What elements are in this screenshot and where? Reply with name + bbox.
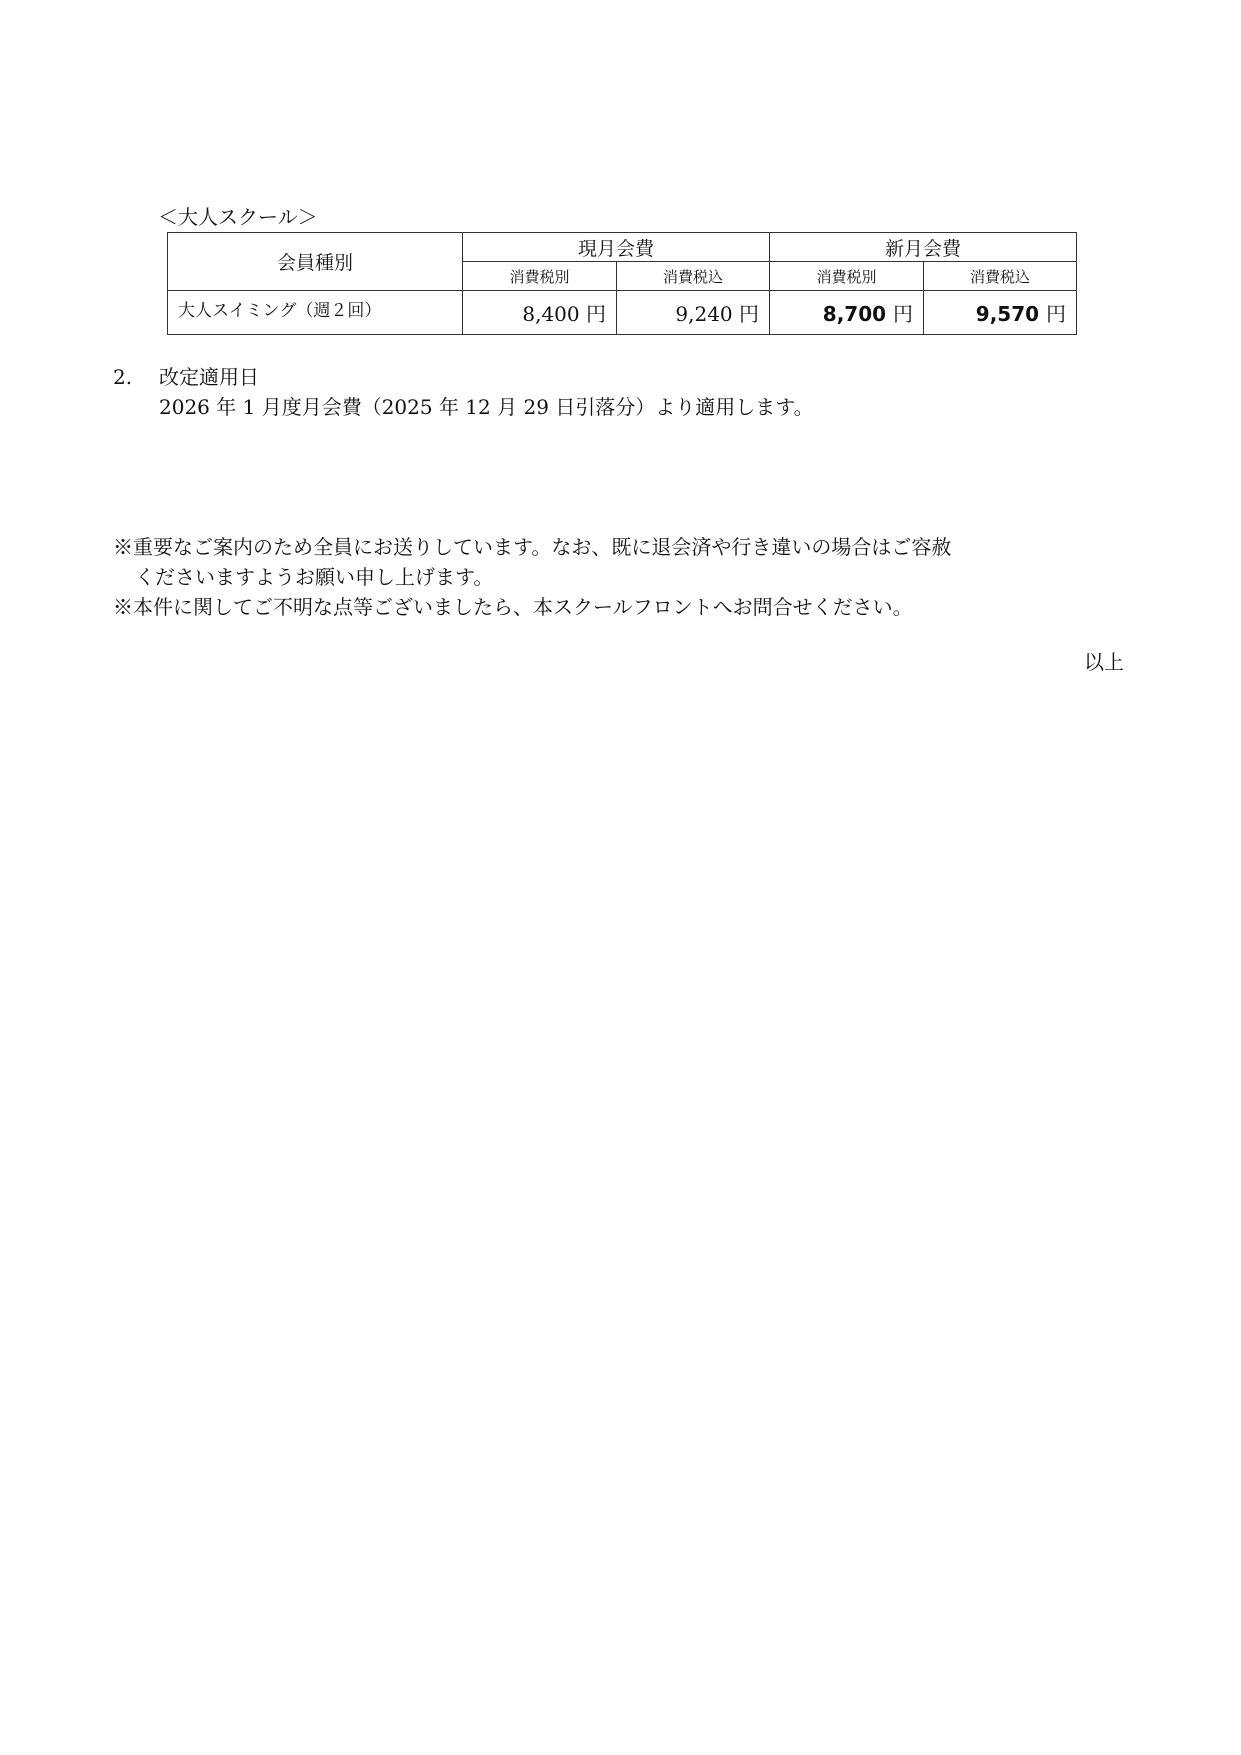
- header-member-type: 会員種別: [168, 233, 463, 291]
- new-ex-tax-cell: [770, 291, 924, 335]
- fee-table: [167, 232, 1077, 335]
- subheader-new-in-tax: 消費税込: [924, 262, 1077, 291]
- note-line-2: くださいますようお願い申し上げます。: [135, 565, 494, 589]
- note-line-1: ※重要なご案内のため全員にお送りしています。なお、既に退会済や行き違いの場合はご容赦: [113, 535, 952, 559]
- subheader-current-ex-tax: 消費税別: [463, 262, 617, 291]
- current-ex-tax-value: 8,400: [522, 302, 580, 326]
- note-line-3: ※本件に関してご不明な点等ございましたら、本スクールフロントへお問合せください。: [113, 595, 913, 619]
- subheader-new-ex-tax: 消費税別: [770, 262, 924, 291]
- current-in-tax-value: 9,240: [675, 302, 733, 326]
- section2-number: 2.: [113, 365, 133, 389]
- subheader-current-in-tax: 消費税込: [617, 262, 770, 291]
- yen-unit: 円: [1046, 302, 1067, 326]
- header-current-fee: 現月会費: [463, 233, 770, 262]
- header-new-fee: 新月会費: [770, 233, 1077, 262]
- yen-unit: 円: [586, 302, 606, 326]
- section2-body: 2026 年 1 月度月会費（2025 年 12 月 29 日引落分）より適用します。: [159, 395, 814, 419]
- current-in-tax-cell: [617, 291, 770, 335]
- row-label: 大人スイミング（週２回）: [168, 291, 463, 335]
- new-ex-tax-value: 8,700: [822, 302, 887, 326]
- section-heading: ＜大人スクール＞: [158, 205, 318, 229]
- new-in-tax-cell: [924, 291, 1077, 335]
- new-in-tax-value: 9,570: [975, 302, 1040, 326]
- table-row: [168, 291, 1077, 335]
- closing-mark: 以上: [1084, 650, 1124, 674]
- current-ex-tax-cell: [463, 291, 617, 335]
- yen-unit: 円: [739, 302, 760, 326]
- yen-unit: 円: [893, 302, 914, 326]
- section2-title: 改定適用日: [159, 365, 259, 389]
